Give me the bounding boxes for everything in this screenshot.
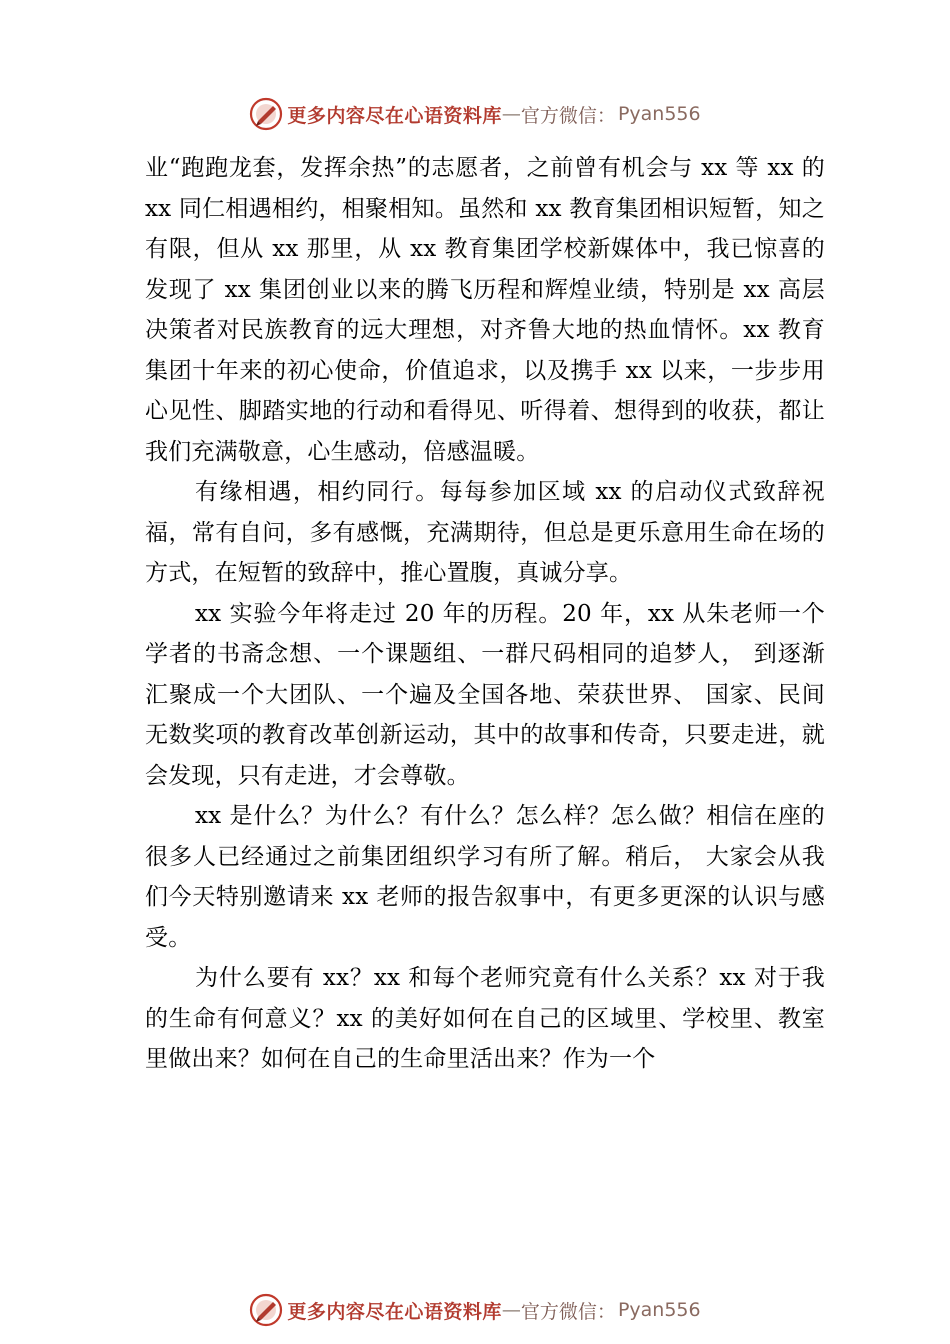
header-wechat-handle: Pyan556	[617, 103, 701, 125]
logo-icon	[249, 1293, 283, 1327]
header-banner	[0, 94, 950, 134]
paragraph-1: 业“跑跑龙套，发挥余热”的志愿者，之前曾有机会与 xx 等 xx 的 xx 同仁相遇相约，相聚相知。虽然和 xx 教育集团相识短暂，知之有限，但从 xx 那里，从 xx 教育集团学校新媒体中，我已惊喜的发现了 xx 集团创业以来的腾飞历程和辉煌业绩，特别是 xx 高层决策者对民族教育的远大理想，对齐鲁大地的热血情怀。xx 教育集团十年来的初心使命，价值追求，以及携手 xx 以来，一步步用心见性、脚踏实地的行动和看得见、听得着、想得到的收获，都让我们充满敬意，心生感动，倍感温暖。	[145, 155, 825, 465]
logo-icon	[249, 97, 283, 131]
footer-brand: 更多内容尽在心语资料库	[287, 1300, 502, 1323]
paragraph-3: xx 实验今年将走过 20 年的历程。20 年，xx 从朱老师一个学者的书斋念想、一个课题组、一群尺码相同的追梦人， 到逐渐汇聚成一个大团队、一个遍及全国各地、荣获世界、 国家、民间无数奖项的教育改革创新运动，其中的故事和传奇，只要走进，就会发现，只有走进，才会尊敬。	[145, 600, 825, 789]
footer-banner	[0, 1290, 950, 1330]
header-brand: 更多内容尽在心语资料库	[287, 104, 502, 127]
paragraph-2: 有缘相遇，相约同行。每每参加区域 xx 的启动仪式致辞祝福，常有自问，多有感慨，充满期待，但总是更乐意用生命在场的方式，在短暂的致辞中，推心置腹，真诚分享。	[145, 479, 825, 586]
paragraph-4: xx 是什么？为什么？有什么？怎么样？怎么做？相信在座的很多人已经通过之前集团组织学习有所了解。稍后， 大家会从我们今天特别邀请来 xx 老师的报告叙事中，有更多更深的认识与感受。	[145, 803, 825, 951]
footer-separator: —	[501, 1299, 521, 1321]
footer-wechat-label: 官方微信：	[520, 1300, 616, 1323]
header-separator: —	[501, 103, 521, 125]
paragraph-5: 为什么要有 xx？xx 和每个老师究竟有什么关系？xx 对于我的生命有何意义？xx 的美好如何在自己的区域里、学校里、教室里做出来？如何在自己的生命里活出来？作为一个	[145, 965, 825, 1072]
footer-wechat-handle: Pyan556	[617, 1299, 701, 1321]
header-wechat-label: 官方微信：	[520, 104, 616, 127]
document-body	[145, 148, 825, 1080]
